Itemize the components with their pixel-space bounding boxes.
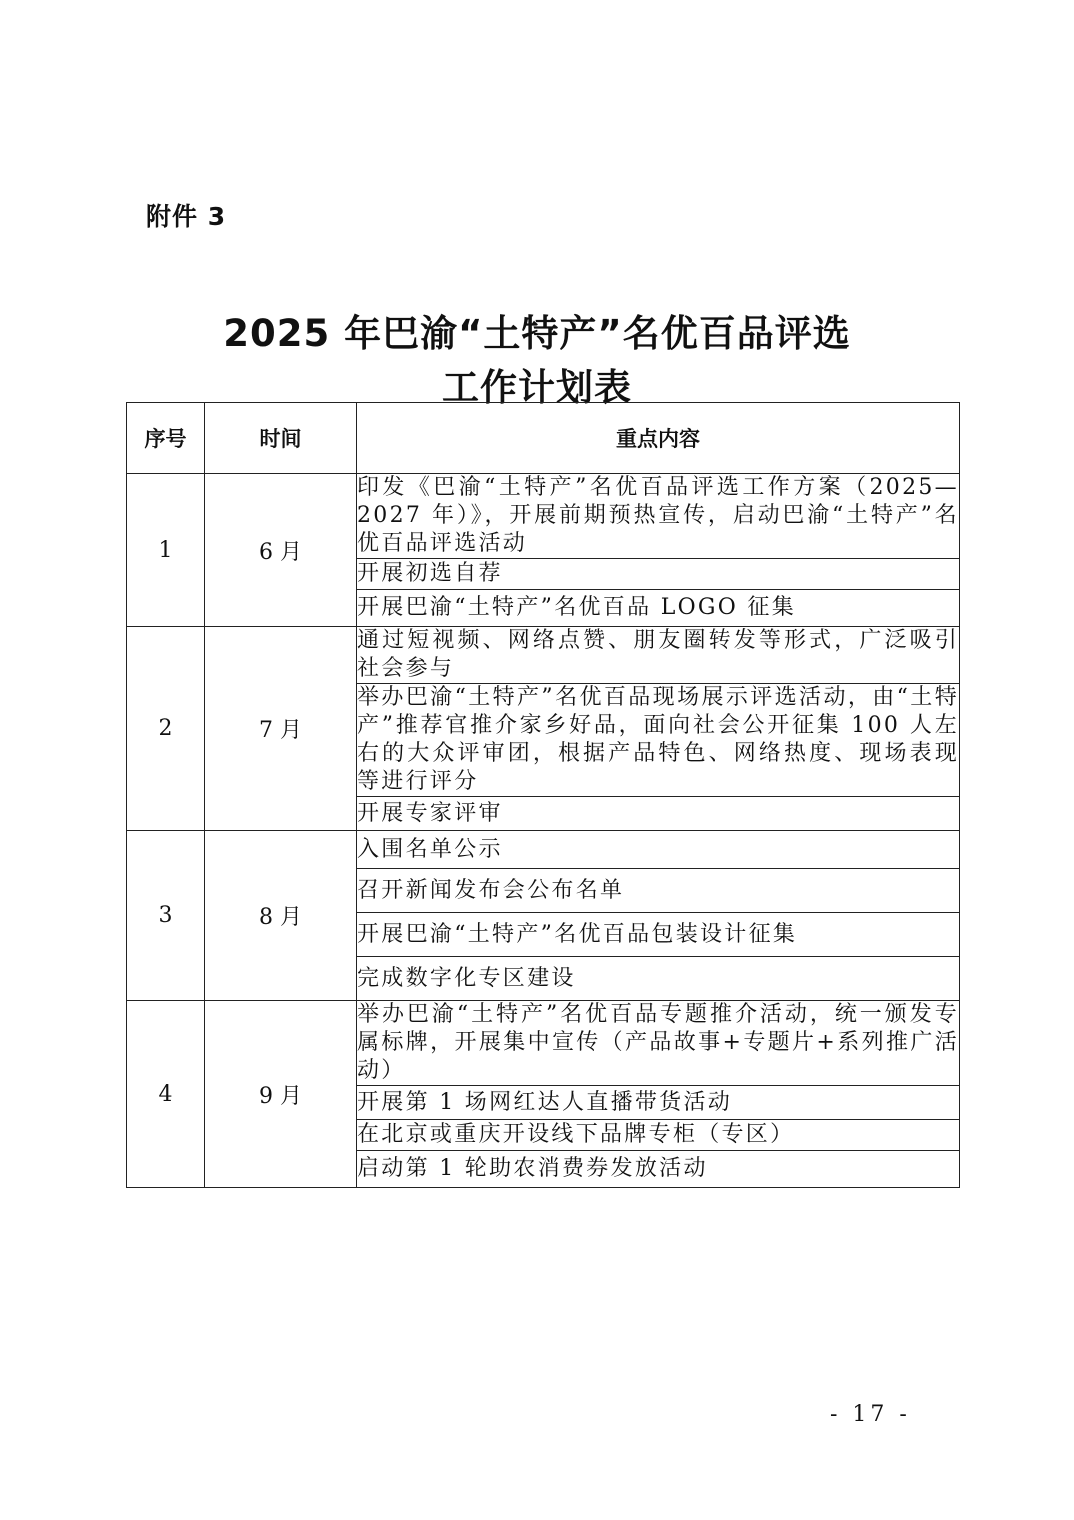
table-row bbox=[127, 1001, 960, 1086]
content-cell: 召开新闻发布会公布名单 bbox=[357, 869, 960, 913]
content-cell: 举办巴渝“土特产”名优百品专题推介活动，统一颁发专属标牌，开展集中宣传（产品故事+专题片+系列推广活动） bbox=[357, 1001, 960, 1086]
content-cell: 通过短视频、网络点赞、朋友圈转发等形式，广泛吸引社会参与 bbox=[357, 627, 960, 684]
attachment-label: 附件 3 bbox=[146, 202, 227, 231]
row-index: 2 bbox=[127, 627, 205, 831]
content-cell: 开展巴渝“土特产”名优百品 LOGO 征集 bbox=[357, 590, 960, 627]
page-number: - 17 - bbox=[830, 1402, 911, 1427]
work-plan-table bbox=[126, 402, 960, 1188]
content-cell: 开展专家评审 bbox=[357, 797, 960, 831]
table-header-row bbox=[127, 403, 960, 474]
header-content: 重点内容 bbox=[357, 403, 960, 474]
content-cell: 开展第 1 场网红达人直播带货活动 bbox=[357, 1086, 960, 1120]
row-month: 8 月 bbox=[205, 831, 357, 1001]
content-cell: 完成数字化专区建设 bbox=[357, 957, 960, 1001]
row-index: 3 bbox=[127, 831, 205, 1001]
content-cell: 印发《巴渝“土特产”名优百品评选工作方案（2025—2027 年）》，开展前期预热宣传，启动巴渝“土特产”名优百品评选活动 bbox=[357, 474, 960, 559]
header-index: 序号 bbox=[127, 403, 205, 474]
row-index: 4 bbox=[127, 1001, 205, 1188]
table-row bbox=[127, 831, 960, 869]
content-cell: 启动第 1 轮助农消费券发放活动 bbox=[357, 1151, 960, 1188]
content-cell: 在北京或重庆开设线下品牌专柜（专区） bbox=[357, 1120, 960, 1151]
content-cell: 开展巴渝“土特产”名优百品包装设计征集 bbox=[357, 913, 960, 957]
row-month: 9 月 bbox=[205, 1001, 357, 1188]
header-time: 时间 bbox=[205, 403, 357, 474]
document-title: 2025 年巴渝“土特产”名优百品评选 bbox=[223, 312, 851, 355]
document-subtitle: 工作计划表 bbox=[442, 366, 632, 409]
content-cell: 举办巴渝“土特产”名优百品现场展示评选活动，由“土特产”推荐官推介家乡好品，面向社会公开征集 100 人左右的大众评审团，根据产品特色、网络热度、现场表现等进行评分 bbox=[357, 684, 960, 797]
row-month: 6 月 bbox=[205, 474, 357, 627]
row-index: 1 bbox=[127, 474, 205, 627]
row-month: 7 月 bbox=[205, 627, 357, 831]
content-cell: 入围名单公示 bbox=[357, 831, 960, 869]
table-row bbox=[127, 474, 960, 559]
table-row bbox=[127, 627, 960, 684]
content-cell: 开展初选自荐 bbox=[357, 559, 960, 590]
